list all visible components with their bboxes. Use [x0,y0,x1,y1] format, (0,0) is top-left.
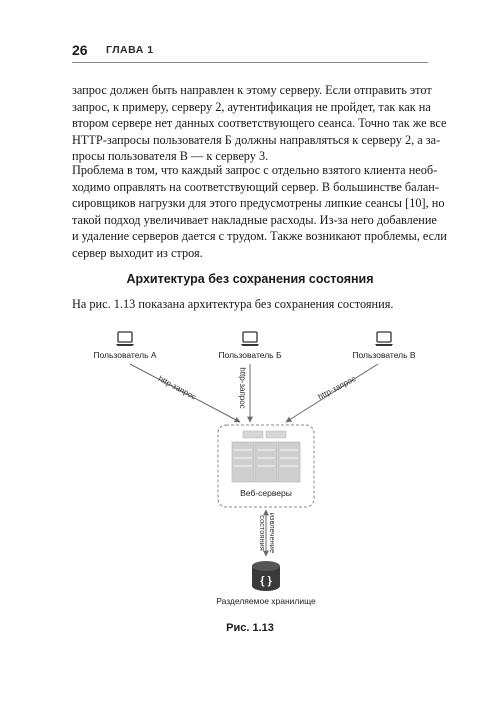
user-label: Пользователь В [352,350,416,360]
text-line: сервер выходит из строя. [72,245,203,260]
text-line: ходимо оправлять на соответствующий сервер. В большинстве балан- [72,179,439,194]
text-line: сировщиков нагрузки для этого предусмотрены липкие сеансы [10], но [72,196,445,210]
text-line: Проблема в том, что каждый запрос с отдельно взятого клиента необ- [72,163,438,177]
text-line: HTTP-запросы пользователя Б должны направляться к серверу 2, а за- [72,132,441,147]
state-edge-label-line: состояния [258,515,267,551]
text-line: запрос, к примеру, серверу 2, аутентификация не пройдет, так как на [72,99,431,114]
text-line: втором сервере нет данных соответствующего сеанса. Точно так же все [72,116,447,130]
text-line: просы пользователя В — к серверу 3. [72,149,269,163]
user-label: Пользователь A [93,350,157,360]
text-line: и удаление серверов дается с трудом. Также возникают проблемы, если [72,229,447,243]
figure-caption: Рис. 1.13 [226,622,274,634]
database-icon [252,561,280,591]
edge-label: http-запрос [156,374,198,402]
edge-label: http-запрос [316,374,358,402]
server-rack-icon [232,431,300,482]
page-number: 26 [72,42,88,58]
user-label: Пользователь Б [218,350,282,360]
laptop-icon [116,332,134,346]
storage-label: Разделяемое хранилище [216,596,316,606]
chapter-title: ГЛАВА 1 [106,44,154,56]
state-edge-label-line: извлечение [268,512,277,554]
section-heading: Архитектура без сохранения состояния [126,272,374,286]
edge-label: http-запрос [238,367,247,409]
storage-glyph: { } [260,575,272,587]
laptop-icon [375,332,393,346]
intro-sentence: На рис. 1.13 показана архитектура без сохранения состояния. [72,297,394,311]
laptop-icon [241,332,259,346]
text-line: такой подход увеличивает накладные расходы. Из-за него добавление [72,212,437,227]
text-line: запрос должен быть направлен к этому серверу. Если отправить этот [72,83,432,97]
web-servers-label: Веб-серверы [240,488,292,498]
